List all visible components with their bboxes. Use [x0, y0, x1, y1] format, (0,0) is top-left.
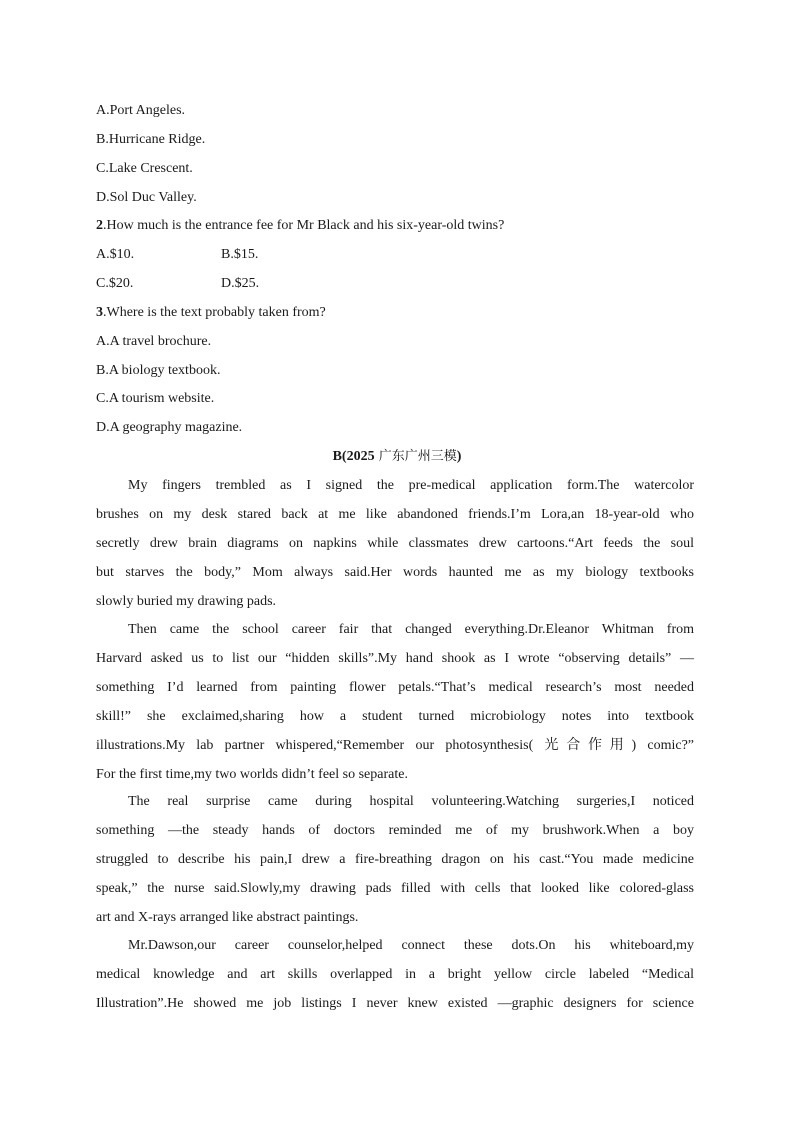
paragraph-3: [96, 793, 694, 938]
q1-option-b: B.Hurricane Ridge.: [96, 132, 206, 147]
q1-option-d: D.Sol Duc Valley.: [96, 190, 197, 205]
paragraph-line: illustrations.My lab partner whispered,“Remember our photosynthesis( 光合作用) comic?”: [96, 738, 694, 753]
paragraph-line: speak,” the nurse said.Slowly,my drawing pads filled with cells that looked like colored-glass: [96, 881, 694, 896]
question-3-text: .Where is the text probably taken from?: [103, 305, 326, 320]
q3-option-a: A.A travel brochure.: [96, 334, 212, 349]
passage-letter: B(2025: [332, 449, 375, 464]
paragraph-line: Harvard asked us to list our “hidden skills”.My hand shook as I wrote “observing details” —: [96, 651, 694, 666]
paragraph-line: My fingers trembled as I signed the pre-medical application form.The watercolor: [128, 478, 694, 493]
question-2-number: 2: [96, 218, 103, 233]
q2-option-a: A.$10.: [96, 247, 135, 262]
paragraph-line: Illustration”.He showed me job listings I never knew existed —graphic designers for science: [96, 996, 694, 1011]
q3-option-b: B.A biology textbook.: [96, 363, 221, 378]
paragraph-line: The real surprise came during hospital volunteering.Watching surgeries,I noticed: [128, 794, 694, 809]
paragraph-line: struggled to describe his pain,I drew a fire-breathing dragon on his cast.“You made medicine: [96, 852, 694, 867]
question-2-text: .How much is the entrance fee for Mr Black and his six-year-old twins?: [103, 218, 505, 233]
paragraph-line: Then came the school career fair that changed everything.Dr.Eleanor Whitman from: [128, 622, 694, 637]
paragraph-line: something I’d learned from painting flower petals.“That’s medical research’s most needed: [96, 680, 694, 695]
q2-option-b: B.$15.: [221, 247, 259, 262]
question-3-number: 3: [96, 305, 103, 320]
paragraph-line: skill!” she exclaimed,sharing how a student turned microbiology notes into textbook: [96, 709, 694, 724]
paragraph-1: [96, 477, 694, 622]
paragraph-4: [96, 937, 694, 1024]
paragraph-line: medical knowledge and art skills overlapped in a bright yellow circle labeled “Medical: [96, 967, 694, 982]
paragraph-line: brushes on my desk stared back at me like abandoned friends.I’m Lora,an 18-year-old who: [96, 507, 694, 522]
paragraph-line: Mr.Dawson,our career counselor,helped connect these dots.On his whiteboard,my: [128, 938, 694, 953]
paragraph-line: something —the steady hands of doctors reminded me of my brushwork.When a boy: [96, 823, 694, 838]
paragraph-line: but starves the body,” Mom always said.Her words haunted me as my biology textbooks: [96, 565, 694, 580]
paragraph-line: slowly buried my drawing pads.: [96, 594, 277, 609]
q3-option-d: D.A geography magazine.: [96, 420, 243, 435]
paragraph-line: secretly drew brain diagrams on napkins while classmates drew cartoons.“Art feeds the soul: [96, 536, 694, 551]
question-3: [96, 304, 326, 322]
q1-option-a: A.Port Angeles.: [96, 103, 186, 118]
passage-heading-close: ): [456, 449, 462, 464]
q2-option-c: C.$20.: [96, 276, 134, 291]
passage-heading: [0, 448, 794, 466]
q2-option-d: D.$25.: [221, 276, 260, 291]
passage-source: 广东广州三模: [374, 449, 457, 464]
paragraph-line: art and X-rays arranged like abstract paintings.: [96, 910, 359, 925]
q1-option-c: C.Lake Crescent.: [96, 161, 193, 176]
paragraph-2: [96, 621, 694, 795]
question-2: [96, 217, 504, 235]
paragraph-line: For the first time,my two worlds didn’t feel so separate.: [96, 767, 408, 782]
q3-option-c: C.A tourism website.: [96, 391, 215, 406]
